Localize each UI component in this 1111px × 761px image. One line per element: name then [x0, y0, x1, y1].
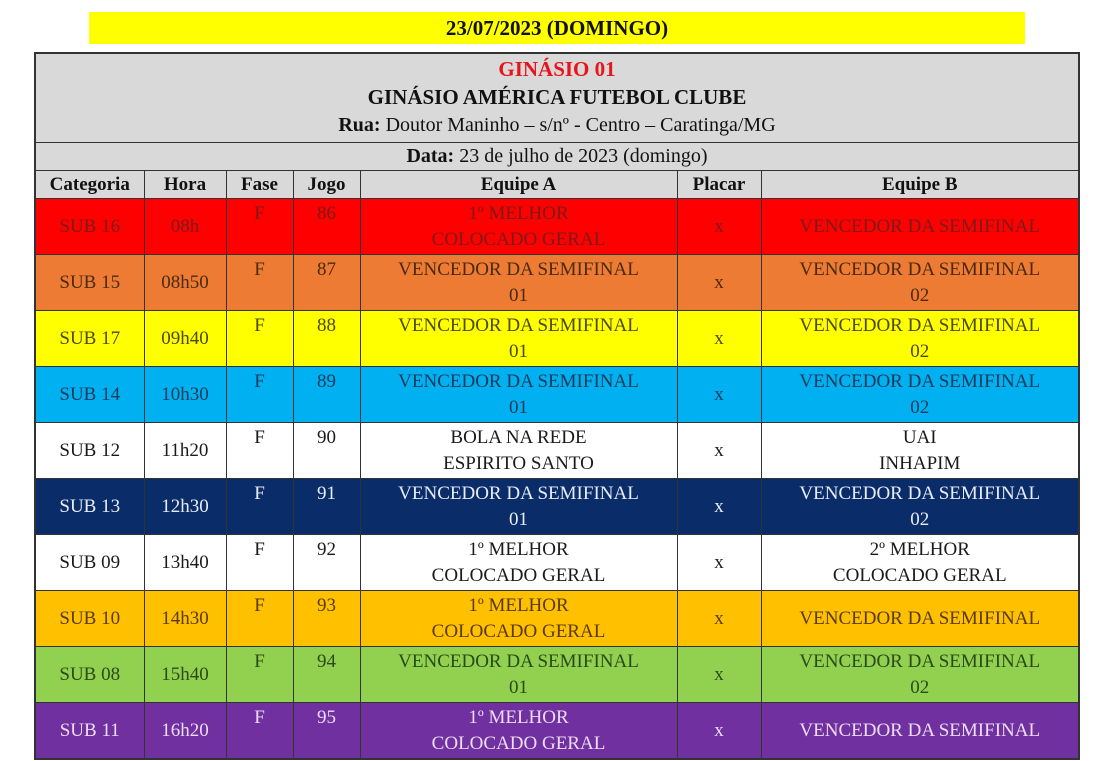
- game-cell: 94: [293, 647, 360, 703]
- team-a-cell-line-1: 1º MELHOR: [468, 202, 569, 224]
- team-a-cell: [360, 703, 677, 759]
- game-cell: 95: [293, 703, 360, 759]
- team-a-cell-line-1: BOLA NA REDE: [450, 426, 587, 448]
- table-header-row: [36, 171, 1078, 199]
- phase-cell: F: [226, 535, 293, 591]
- time-cell: 15h40: [144, 647, 226, 703]
- score-cell: x: [677, 535, 761, 591]
- date-banner-text: 23/07/2023 (DOMINGO): [445, 15, 669, 40]
- score-cell: x: [677, 647, 761, 703]
- team-a-cell-line-2: 01: [509, 676, 528, 698]
- table-row: [36, 703, 1078, 759]
- team-a-cell-line-1: VENCEDOR DA SEMIFINAL: [398, 650, 639, 672]
- date-label: Data:: [406, 145, 455, 167]
- time-cell: 14h30: [144, 591, 226, 647]
- team-b-cell: [761, 535, 1078, 591]
- team-b-cell-line-1: VENCEDOR DA SEMIFINAL: [799, 370, 1041, 392]
- phase-cell: F: [226, 647, 293, 703]
- date-banner: [89, 12, 1025, 44]
- team-b-cell: [761, 199, 1078, 255]
- team-b-cell: [761, 367, 1078, 423]
- time-cell: 11h20: [144, 423, 226, 479]
- team-a-cell-line-2: 01: [509, 508, 528, 530]
- team-a-cell: [360, 311, 677, 367]
- score-cell: x: [677, 311, 761, 367]
- gym-title: GINÁSIO 01: [498, 57, 616, 81]
- team-b-cell: [761, 703, 1078, 759]
- team-b-cell-line-2: 02: [910, 396, 930, 418]
- game-cell: 88: [293, 311, 360, 367]
- phase-cell: F: [226, 311, 293, 367]
- column-header: Equipe A: [360, 171, 677, 199]
- time-cell: 13h40: [144, 535, 226, 591]
- date-line: [36, 143, 1078, 171]
- column-header: Equipe B: [761, 171, 1078, 199]
- team-a-cell: [360, 367, 677, 423]
- team-b-cell: [761, 311, 1078, 367]
- team-a-cell: [360, 479, 677, 535]
- table-row: [36, 647, 1078, 703]
- team-b-cell-line-1: VENCEDOR DA SEMIFINAL: [799, 719, 1041, 741]
- phase-cell: F: [226, 367, 293, 423]
- phase-cell: F: [226, 479, 293, 535]
- score-cell: x: [677, 199, 761, 255]
- score-cell: x: [677, 703, 761, 759]
- game-cell: 87: [293, 255, 360, 311]
- table-row: [36, 591, 1078, 647]
- team-a-cell-line-2: 01: [509, 340, 528, 362]
- team-b-cell-line-1: 2º MELHOR: [869, 538, 970, 560]
- team-b-cell-line-1: VENCEDOR DA SEMIFINAL: [799, 215, 1041, 237]
- time-cell: 08h50: [144, 255, 226, 311]
- team-a-cell-line-2: COLOCADO GERAL: [431, 564, 606, 586]
- time-cell: 12h30: [144, 479, 226, 535]
- team-a-cell-line-2: COLOCADO GERAL: [431, 228, 606, 250]
- column-header: Hora: [144, 171, 226, 199]
- team-a-cell-line-2: 01: [509, 284, 528, 306]
- schedule-table: [36, 171, 1078, 758]
- category-cell: SUB 15: [36, 255, 144, 311]
- table-row: [36, 311, 1078, 367]
- team-b-cell: [761, 591, 1078, 647]
- game-cell: 90: [293, 423, 360, 479]
- category-cell: SUB 17: [36, 311, 144, 367]
- team-a-cell-line-2: COLOCADO GERAL: [431, 620, 606, 642]
- table-row: [36, 535, 1078, 591]
- team-a-cell-line-1: VENCEDOR DA SEMIFINAL: [398, 258, 639, 280]
- club-name: GINÁSIO AMÉRICA FUTEBOL CLUBE: [367, 85, 747, 109]
- schedule-sheet: [34, 52, 1080, 760]
- category-cell: SUB 10: [36, 591, 144, 647]
- team-a-cell-line-1: 1º MELHOR: [468, 594, 569, 616]
- category-cell: SUB 11: [36, 703, 144, 759]
- time-cell: 10h30: [144, 367, 226, 423]
- game-cell: 91: [293, 479, 360, 535]
- score-cell: x: [677, 367, 761, 423]
- game-cell: 93: [293, 591, 360, 647]
- table-row: [36, 479, 1078, 535]
- phase-cell: F: [226, 423, 293, 479]
- time-cell: 08h: [144, 199, 226, 255]
- table-row: [36, 199, 1078, 255]
- column-header: Fase: [226, 171, 293, 199]
- score-cell: x: [677, 423, 761, 479]
- team-b-cell: [761, 479, 1078, 535]
- team-b-cell-line-1: VENCEDOR DA SEMIFINAL: [799, 258, 1041, 280]
- team-b-cell: [761, 255, 1078, 311]
- time-cell: 09h40: [144, 311, 226, 367]
- category-cell: SUB 12: [36, 423, 144, 479]
- team-b-cell-line-2: 02: [910, 284, 930, 306]
- team-a-cell-line-2: ESPIRITO SANTO: [443, 452, 594, 474]
- team-b-cell-line-1: UAI: [902, 426, 937, 448]
- table-row: [36, 367, 1078, 423]
- category-cell: SUB 14: [36, 367, 144, 423]
- team-b-cell: [761, 647, 1078, 703]
- team-b-cell-line-1: VENCEDOR DA SEMIFINAL: [799, 314, 1041, 336]
- phase-cell: F: [226, 199, 293, 255]
- score-cell: x: [677, 591, 761, 647]
- team-a-cell-line-1: VENCEDOR DA SEMIFINAL: [398, 314, 639, 336]
- team-a-cell-line-1: VENCEDOR DA SEMIFINAL: [398, 370, 639, 392]
- category-cell: SUB 16: [36, 199, 144, 255]
- score-cell: x: [677, 479, 761, 535]
- game-cell: 86: [293, 199, 360, 255]
- table-row: [36, 255, 1078, 311]
- team-b-cell-line-1: VENCEDOR DA SEMIFINAL: [799, 607, 1041, 629]
- team-a-cell-line-1: 1º MELHOR: [468, 706, 569, 728]
- phase-cell: F: [226, 591, 293, 647]
- category-cell: SUB 13: [36, 479, 144, 535]
- score-cell: x: [677, 255, 761, 311]
- team-a-cell: [360, 199, 677, 255]
- team-b-cell-line-2: 02: [910, 676, 930, 698]
- team-b-cell-line-2: INHAPIM: [879, 452, 961, 474]
- phase-cell: F: [226, 703, 293, 759]
- team-a-cell-line-2: 01: [509, 396, 528, 418]
- table-row: [36, 423, 1078, 479]
- date-value: 23 de julho de 2023 (domingo): [454, 145, 708, 167]
- game-cell: 89: [293, 367, 360, 423]
- team-a-cell: [360, 255, 677, 311]
- column-header: Jogo: [293, 171, 360, 199]
- column-header: Categoria: [36, 171, 144, 199]
- team-a-cell: [360, 535, 677, 591]
- time-cell: 16h20: [144, 703, 226, 759]
- address-value: Doutor Maninho – s/nº - Centro – Caratinga/MG: [380, 114, 776, 136]
- team-a-cell: [360, 423, 677, 479]
- team-a-cell-line-2: COLOCADO GERAL: [431, 732, 606, 754]
- phase-cell: F: [226, 255, 293, 311]
- team-b-cell-line-1: VENCEDOR DA SEMIFINAL: [799, 482, 1041, 504]
- address-label: Rua:: [338, 114, 381, 136]
- team-a-cell-line-1: VENCEDOR DA SEMIFINAL: [398, 482, 639, 504]
- team-b-cell-line-1: VENCEDOR DA SEMIFINAL: [799, 650, 1041, 672]
- column-header: Placar: [677, 171, 761, 199]
- team-b-cell-line-2: COLOCADO GERAL: [832, 564, 1007, 586]
- team-b-cell-line-2: 02: [910, 508, 930, 530]
- team-a-cell: [360, 647, 677, 703]
- team-a-cell: [360, 591, 677, 647]
- team-b-cell: [761, 423, 1078, 479]
- category-cell: SUB 09: [36, 535, 144, 591]
- team-b-cell-line-2: 02: [910, 340, 930, 362]
- team-a-cell-line-1: 1º MELHOR: [468, 538, 569, 560]
- category-cell: SUB 08: [36, 647, 144, 703]
- game-cell: 92: [293, 535, 360, 591]
- address-line: [36, 111, 1078, 139]
- venue-header: [36, 54, 1078, 143]
